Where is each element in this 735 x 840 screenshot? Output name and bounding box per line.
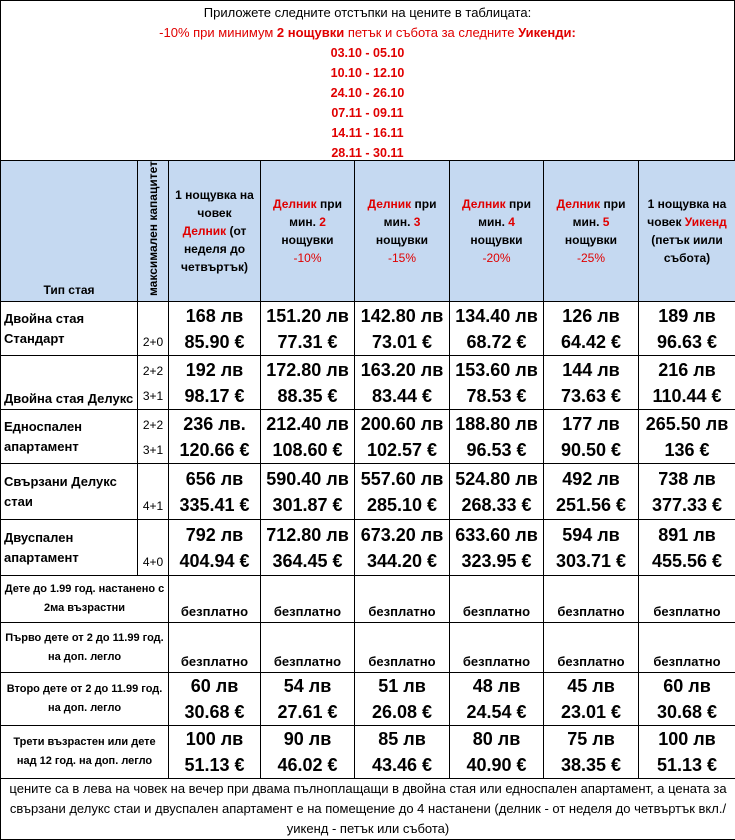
free-cell: безплатно <box>639 623 735 673</box>
weekend-date: 03.10 - 05.10 <box>1 43 734 63</box>
price-cell: 492 лв 251.56 € <box>544 464 639 520</box>
price-cell: 163.20 лв 83.44 € <box>355 356 450 410</box>
free-cell: безплатно <box>450 623 544 673</box>
price-cell: 168 лв 85.90 € <box>169 302 261 356</box>
header-capacity: максимален капацитет <box>138 161 169 302</box>
child-policy-label: Първо дете от 2 до 11.99 год. на доп. легло <box>1 623 169 673</box>
weekend-date: 14.11 - 16.11 <box>1 123 734 143</box>
free-cell: безплатно <box>544 623 639 673</box>
header-weekday-3-nights: Делник при мин. 3 нощувки -15% <box>355 161 450 302</box>
header-weekday-1-night: 1 нощувка на човек Делник (от неделя до четвъртък) <box>169 161 261 302</box>
price-cell: 90 лв 46.02 € <box>261 726 355 779</box>
free-cell: безплатно <box>261 576 355 623</box>
price-table <box>0 160 735 840</box>
free-cell: безплатно <box>169 623 261 673</box>
free-cell: безплатно <box>355 576 450 623</box>
price-cell: 712.80 лв 364.45 € <box>261 520 355 576</box>
room-capacity: 2+0 <box>138 302 169 356</box>
price-cell: 891 лв 455.56 € <box>639 520 735 576</box>
price-cell: 594 лв 303.71 € <box>544 520 639 576</box>
price-cell: 188.80 лв 96.53 € <box>450 410 544 464</box>
price-cell: 153.60 лв 78.53 € <box>450 356 544 410</box>
table-row <box>1 726 735 779</box>
price-cell: 60 лв 30.68 € <box>169 673 261 726</box>
pricing-footnote: цените са в лева на човек на вечер при двама пълноплащащи в двойна стая или едноспален апартамент, а цената за свързани делукс стаи и двуспален апартамент е на помещение до 4 настанени (делник - от неделя до четвъртък вкл./ уикенд - петък или събота) <box>1 779 735 840</box>
price-cell: 216 лв 110.44 € <box>639 356 735 410</box>
header-weekday-2-nights: Делник при мин. 2 нощувки -10% <box>261 161 355 302</box>
room-name: Двойна стая Делукс <box>1 356 138 410</box>
price-cell: 738 лв 377.33 € <box>639 464 735 520</box>
table-row <box>1 464 735 520</box>
child-policy-label: Второ дете от 2 до 11.99 год. на доп. легло <box>1 673 169 726</box>
price-cell: 126 лв 64.42 € <box>544 302 639 356</box>
table-row <box>1 576 735 623</box>
weekend-discount-note: -10% при минимум 2 нощувки петък и събота за следните Уикенди: <box>1 23 734 43</box>
room-capacity: 2+2 3+1 <box>138 410 169 464</box>
price-cell: 151.20 лв 77.31 € <box>261 302 355 356</box>
weekend-date: 28.11 - 30.11 <box>1 143 734 163</box>
price-cell: 51 лв 26.08 € <box>355 673 450 726</box>
price-cell: 177 лв 90.50 € <box>544 410 639 464</box>
table-row <box>1 520 735 576</box>
free-cell: безплатно <box>261 623 355 673</box>
table-row <box>1 623 735 673</box>
room-name: Двойна стая Стандарт <box>1 302 138 356</box>
header-weekday-4-nights: Делник при мин. 4 нощувки -20% <box>450 161 544 302</box>
price-cell: 172.80 лв 88.35 € <box>261 356 355 410</box>
price-cell: 80 лв 40.90 € <box>450 726 544 779</box>
price-cell: 48 лв 24.54 € <box>450 673 544 726</box>
price-cell: 54 лв 27.61 € <box>261 673 355 726</box>
price-cell: 100 лв 51.13 € <box>639 726 735 779</box>
table-row <box>1 302 735 356</box>
room-capacity: 4+0 <box>138 520 169 576</box>
free-cell: безплатно <box>169 576 261 623</box>
header-row <box>1 161 735 302</box>
price-cell: 142.80 лв 73.01 € <box>355 302 450 356</box>
free-cell: безплатно <box>355 623 450 673</box>
price-cell: 45 лв 23.01 € <box>544 673 639 726</box>
price-cell: 590.40 лв 301.87 € <box>261 464 355 520</box>
price-cell: 75 лв 38.35 € <box>544 726 639 779</box>
discount-notes <box>0 0 735 160</box>
price-cell: 100 лв 51.13 € <box>169 726 261 779</box>
weekend-dates <box>1 43 734 163</box>
table-row <box>1 356 735 410</box>
price-cell: 265.50 лв 136 € <box>639 410 735 464</box>
price-cell: 673.20 лв 344.20 € <box>355 520 450 576</box>
child-policy-label: Трети възрастен или дете над 12 год. на доп. легло <box>1 726 169 779</box>
child-policy-label: Дете до 1.99 год. настанено с 2ма възрастни <box>1 576 169 623</box>
price-cell: 134.40 лв 68.72 € <box>450 302 544 356</box>
price-cell: 656 лв 335.41 € <box>169 464 261 520</box>
price-cell: 85 лв 43.46 € <box>355 726 450 779</box>
price-cell: 236 лв. 120.66 € <box>169 410 261 464</box>
price-cell: 200.60 лв 102.57 € <box>355 410 450 464</box>
header-weekday-5-nights: Делник при мин. 5 нощувки -25% <box>544 161 639 302</box>
room-capacity: 2+2 3+1 <box>138 356 169 410</box>
weekend-date: 07.11 - 09.11 <box>1 103 734 123</box>
price-cell: 792 лв 404.94 € <box>169 520 261 576</box>
price-cell: 212.40 лв 108.60 € <box>261 410 355 464</box>
room-name: Свързани Делукс стаи <box>1 464 138 520</box>
room-name: Едноспален апартамент <box>1 410 138 464</box>
price-cell: 189 лв 96.63 € <box>639 302 735 356</box>
footer-row <box>1 779 735 840</box>
price-cell: 192 лв 98.17 € <box>169 356 261 410</box>
price-cell: 60 лв 30.68 € <box>639 673 735 726</box>
intro-title: Приложете следните отстъпки на цените в таблицата: <box>1 1 734 23</box>
price-cell: 557.60 лв 285.10 € <box>355 464 450 520</box>
weekend-date: 10.10 - 12.10 <box>1 63 734 83</box>
table-row <box>1 410 735 464</box>
price-cell: 144 лв 73.63 € <box>544 356 639 410</box>
price-cell: 524.80 лв 268.33 € <box>450 464 544 520</box>
free-cell: безплатно <box>450 576 544 623</box>
price-cell: 633.60 лв 323.95 € <box>450 520 544 576</box>
table-row <box>1 673 735 726</box>
free-cell: безплатно <box>544 576 639 623</box>
room-name: Двуспален апартамент <box>1 520 138 576</box>
header-weekend-1-night: 1 нощувка на човек Уикенд (петък иили събота) <box>639 161 735 302</box>
free-cell: безплатно <box>639 576 735 623</box>
weekend-date: 24.10 - 26.10 <box>1 83 734 103</box>
header-room-type: Тип стая <box>1 161 138 302</box>
room-capacity: 4+1 <box>138 464 169 520</box>
